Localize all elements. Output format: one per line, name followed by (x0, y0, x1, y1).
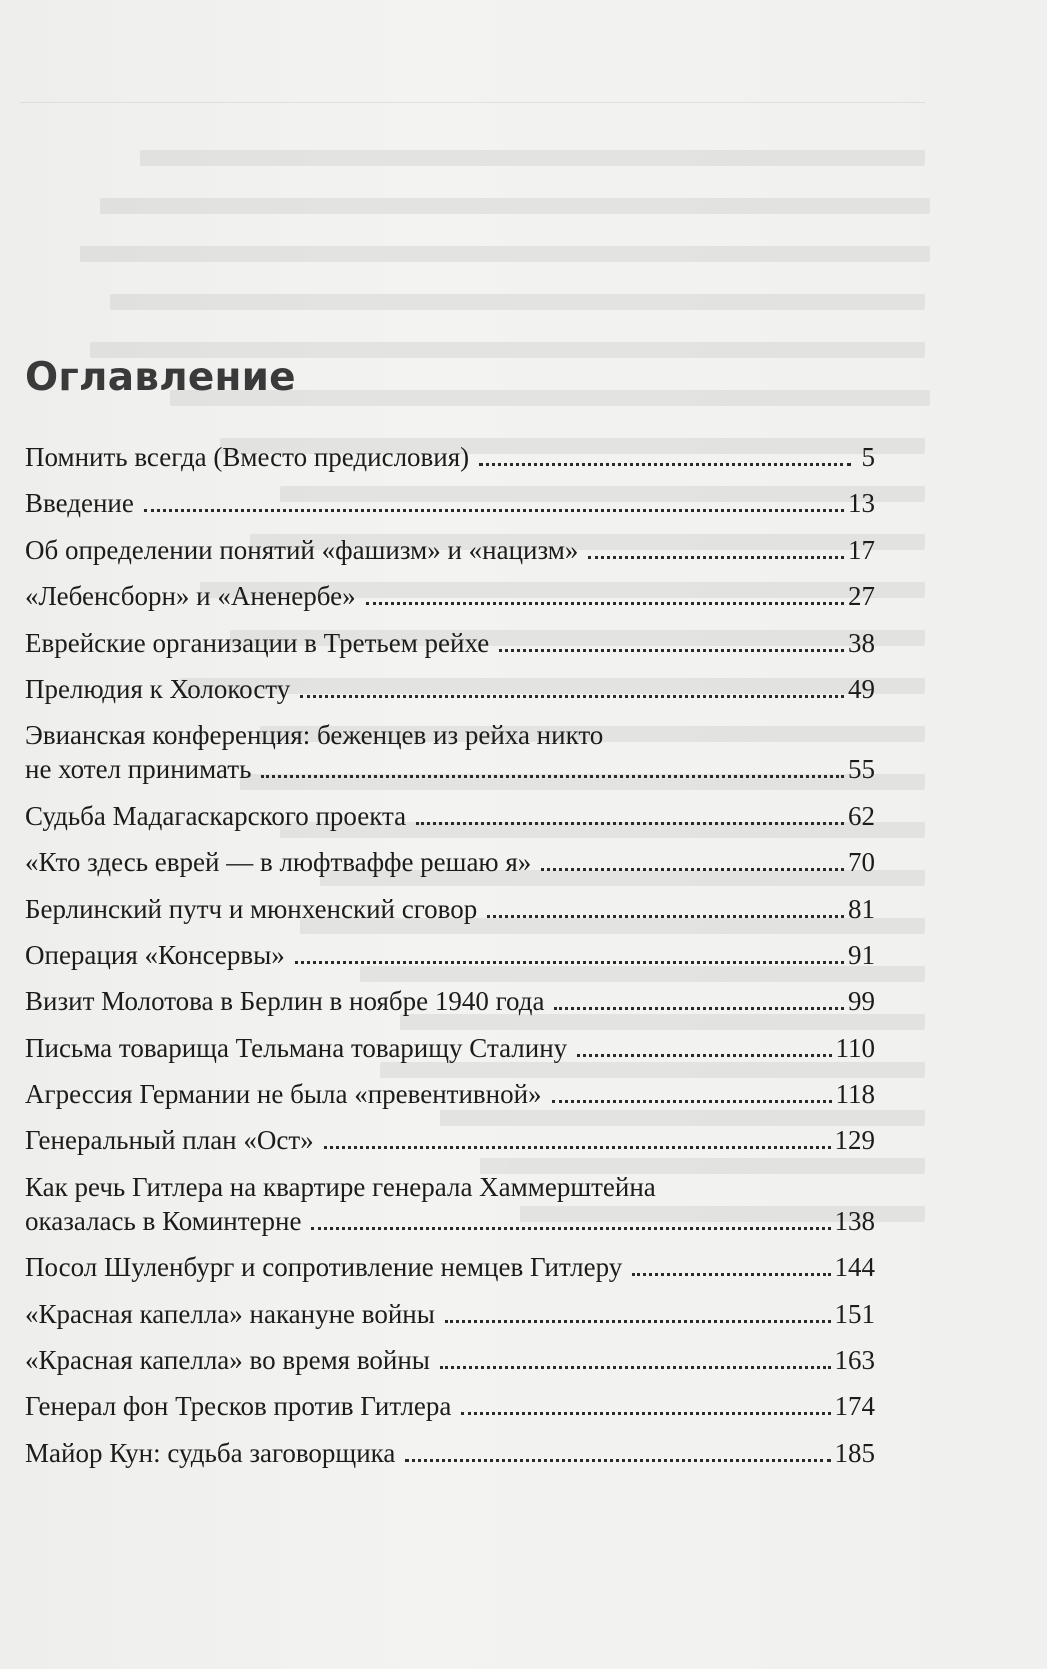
toc-entry (25, 799, 875, 833)
dot-leader (324, 1146, 831, 1149)
toc-entry (25, 845, 875, 879)
toc-entry-title: Операция «Консервы» (25, 939, 285, 970)
toc-entry-page: 70 (848, 847, 875, 878)
toc-entry-title-line2: оказалась в Коминтерне (25, 1205, 302, 1236)
toc-entry (25, 1297, 875, 1331)
toc-entry-row2 (25, 752, 875, 786)
toc-entry-page: 110 (835, 1032, 875, 1063)
show-through-line (140, 150, 925, 166)
toc-entry (25, 1250, 875, 1284)
toc-entry-page: 174 (834, 1391, 875, 1422)
toc-entry-page: 163 (834, 1345, 875, 1376)
show-through-line (110, 294, 925, 310)
toc-entry-page: 138 (834, 1205, 875, 1236)
dot-leader (445, 1320, 831, 1323)
show-through-line (80, 246, 930, 262)
toc-entry (25, 1389, 875, 1423)
show-through-rule (20, 102, 925, 103)
toc-entry-page: 129 (834, 1125, 875, 1156)
dot-leader (261, 775, 844, 778)
dot-leader (295, 961, 844, 964)
dot-leader (416, 822, 844, 825)
dot-leader (311, 1227, 830, 1230)
toc-entry-title: Прелюдия к Холокосту (25, 673, 291, 704)
toc-entry-title: Агрессия Германии не была «превентивной» (25, 1079, 542, 1110)
toc-entry-page: 91 (848, 939, 875, 970)
toc-entry-page: 99 (848, 986, 875, 1017)
toc-entry-page: 118 (835, 1079, 875, 1110)
toc-entry-page: 81 (848, 893, 875, 924)
toc-entry-title-line2: не хотел принимать (25, 754, 252, 785)
toc-entry-wrap (25, 718, 875, 786)
toc-entry (25, 1123, 875, 1157)
dot-leader (632, 1273, 830, 1276)
toc-entry (25, 672, 875, 706)
toc-entry-page: 5 (861, 442, 875, 472)
toc-entry-title-line1: Эвианская конференция: беженцев из рейха никто (25, 720, 604, 751)
dot-leader (552, 1100, 832, 1103)
toc-entry-title: «Красная капелла» во время войны (25, 1345, 430, 1376)
toc-entry-title: «Лебенсборн» и «Аненербе» (25, 581, 356, 612)
toc-entry-title: Генерал фон Тресков против Гитлера (25, 1391, 452, 1422)
dot-leader (499, 649, 844, 652)
toc-entry-title: «Красная капелла» накануне войны (25, 1298, 435, 1329)
toc-entry-page: 185 (834, 1437, 875, 1468)
dot-leader (144, 509, 844, 512)
page-title: Оглавление (25, 355, 296, 400)
toc-entry (25, 486, 875, 520)
toc-entry-title: Об определении понятий «фашизм» и «нацизм» (25, 534, 579, 565)
toc-entry-title: Берлинский путч и мюнхенский сговор (25, 893, 478, 924)
toc-entry-title: Введение (25, 488, 134, 519)
toc-entry-page: 49 (848, 673, 875, 704)
toc-entry-title: Визит Молотова в Берлин в ноябре 1940 года (25, 986, 545, 1017)
toc-entry-title: Майор Кун: судьба заговорщика (25, 1437, 396, 1468)
toc-entry (25, 626, 875, 660)
toc-entry (25, 440, 875, 474)
toc-entry-title: Посол Шуленбург и сопротивление немцев Гитлеру (25, 1252, 623, 1283)
toc-entry-title-line1: Как речь Гитлера на квартире генерала Хаммерштейна (25, 1171, 656, 1202)
toc-entry-title: «Кто здесь еврей — в люфтваффе решаю я» (25, 847, 532, 878)
toc-entry-page: 13 (848, 488, 875, 519)
toc-entry (25, 892, 875, 926)
toc-entry-wrap (25, 1170, 875, 1238)
toc-entry-page: 55 (848, 754, 875, 785)
toc-entry (25, 1436, 875, 1470)
toc-entry-title: Помнить всегда (Вместо предисловия) (25, 442, 470, 472)
toc-entry-page: 151 (834, 1298, 875, 1329)
toc-entry (25, 579, 875, 613)
dot-leader (366, 602, 844, 605)
dot-leader (588, 556, 844, 559)
toc-entry-title: Еврейские организации в Третьем рейхе (25, 627, 490, 658)
dot-leader (479, 463, 851, 466)
dot-leader (461, 1412, 830, 1415)
dot-leader (405, 1459, 830, 1462)
dot-leader (577, 1054, 831, 1057)
toc-entry (25, 1170, 875, 1238)
show-through-line (100, 198, 930, 214)
dot-leader (541, 868, 844, 871)
toc-entry-title: Генеральный план «Ост» (25, 1125, 314, 1156)
dot-leader (300, 695, 844, 698)
toc-entry (25, 938, 875, 972)
toc-entry (25, 1031, 875, 1065)
toc-entry (25, 984, 875, 1018)
toc-entry-title: Письма товарища Тельмана товарищу Сталину (25, 1032, 568, 1063)
toc-entry (25, 533, 875, 567)
dot-leader (487, 915, 844, 918)
toc-entry-row2 (25, 1204, 875, 1238)
toc-entry-page: 38 (848, 627, 875, 658)
toc-entry (25, 718, 875, 786)
dot-leader (554, 1007, 844, 1010)
table-of-contents (25, 440, 875, 1482)
toc-entry (25, 1343, 875, 1377)
toc-entry (25, 1077, 875, 1111)
dot-leader (440, 1366, 831, 1369)
toc-entry-page: 17 (848, 534, 875, 565)
toc-entry-page: 27 (848, 581, 875, 612)
toc-entry-page: 62 (848, 800, 875, 831)
toc-entry-page: 144 (834, 1252, 875, 1283)
toc-entry-title: Судьба Мадагаскарского проекта (25, 800, 407, 831)
